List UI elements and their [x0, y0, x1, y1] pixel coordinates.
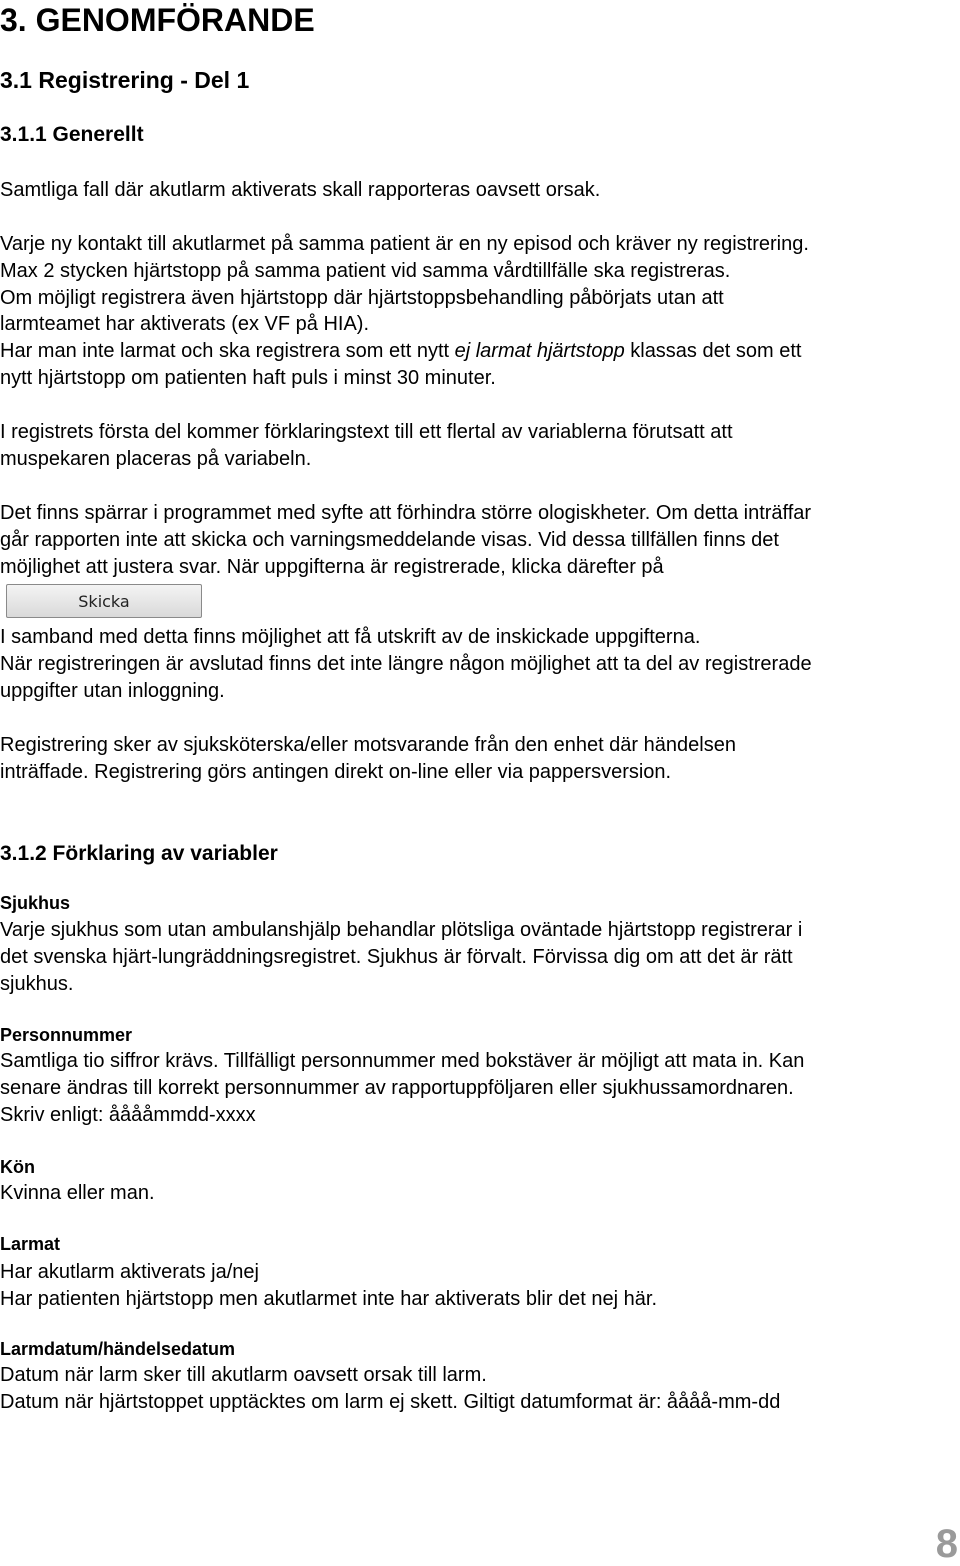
variable-label-larmdatum: Larmdatum/händelsedatum: [0, 1339, 236, 1359]
variable-label-personnummer: Personnummer: [0, 1025, 133, 1045]
paragraph-who-registers: [0, 732, 736, 786]
variable-description-kon: [0, 1180, 155, 1207]
text-line: senare ändras till korrekt personnummer av rapportuppföljaren eller sjukhussamordnaren.: [0, 1076, 794, 1099]
section-heading: 3.1 Registrering - Del 1: [0, 67, 250, 93]
paragraph-not-alarmed: [0, 338, 801, 392]
text-line: larmteamet har aktiverats (ex VF på HIA).: [0, 313, 370, 336]
text-segment: klassas det som ett: [624, 340, 802, 362]
text-line: går rapporten inte att skicka och varningsmeddelande visas. Vid dessa tillfällen finns det: [0, 528, 779, 551]
text-line: [0, 338, 801, 365]
variable-label-kon: Kön: [0, 1157, 35, 1177]
text-line: Datum när larm sker till akutlarm oavsett orsak till larm.: [0, 1364, 487, 1386]
paragraph-all-cases: Samtliga fall där akutlarm aktiverats skall rapporteras oavsett orsak.: [0, 179, 601, 201]
text-line: inträffade. Registrering görs antingen direkt on-line eller via pappersversion.: [0, 760, 672, 783]
paragraph-help-text: [0, 419, 733, 473]
skicka-button[interactable]: Skicka: [6, 584, 202, 618]
text-line: Registrering sker av sjuksköterska/eller motsvarande från den enhet där händelsen: [0, 734, 736, 756]
text-segment: Har man inte larmat och ska registrera som ett nytt: [0, 340, 455, 362]
text-line: muspekaren placeras på variabeln.: [0, 447, 312, 470]
text-line: nytt hjärtstopp om patienten haft puls i minst 30 minuter.: [0, 366, 496, 389]
main-heading: 3. GENOMFÖRANDE: [0, 2, 315, 38]
text-line: Har patienten hjärtstopp men akutlarmet inte har aktiverats blir det nej här.: [0, 1287, 658, 1310]
variable-description-personnummer: [0, 1048, 804, 1128]
text-line: Om möjligt registrera även hjärtstopp där hjärtstoppsbehandling påbörjats utan att: [0, 286, 724, 309]
variable-description-larmdatum: [0, 1362, 780, 1416]
subsection-heading-generellt: 3.1.1 Generellt: [0, 123, 144, 146]
italic-term: ej larmat hjärtstopp: [454, 340, 625, 362]
text-line: uppgifter utan inloggning.: [0, 679, 225, 702]
text-line: Varje sjukhus som utan ambulanshjälp behandlar plötsliga oväntade hjärtstopp registrerar i: [0, 919, 803, 941]
text-line: Det finns spärrar i programmet med syfte att förhindra större ologiskheter. Om detta inträffar: [0, 502, 812, 524]
text-line: När registreringen är avslutad finns det inte längre någon möjlighet att ta del av registrerade: [0, 652, 812, 675]
text-line: Datum när hjärtstoppet upptäcktes om larm ej skett. Giltigt datumformat är: åååå-mm-dd: [0, 1390, 781, 1413]
text-line: möjlighet att justera svar. När uppgifterna är registrerade, klicka därefter på: [0, 555, 664, 578]
text-line: Skriv enligt: ååååmmdd-xxxx: [0, 1103, 256, 1126]
variable-description-larmat: [0, 1259, 657, 1313]
paragraph-episode-rules: [0, 231, 809, 338]
variable-label-larmat: Larmat: [0, 1234, 61, 1254]
variable-description-sjukhus: [0, 917, 802, 997]
text-line: Varje ny kontakt till akutlarmet på samma patient är en ny episod och kräver ny registrering.: [0, 233, 809, 255]
text-line: I registrets första del kommer förklaringstext till ett flertal av variablerna förutsatt att: [0, 421, 733, 443]
text-line: Samtliga tio siffror krävs. Tillfälligt personnummer med bokstäver är möjligt att mata in. Kan: [0, 1050, 805, 1072]
text-line: Kvinna eller man.: [0, 1182, 155, 1204]
text-line: Max 2 stycken hjärtstopp på samma patient vid samma vårdtillfälle ska registreras.: [0, 259, 731, 282]
text-line: sjukhus.: [0, 972, 74, 995]
text-line: det svenska hjärt-lungräddningsregistret. Sjukhus är förvalt. Förvissa dig om att det är rätt: [0, 945, 793, 968]
page-number: 8: [935, 1522, 958, 1566]
paragraph-validation: [0, 500, 811, 580]
paragraph-print: [0, 624, 812, 704]
text-line: I samband med detta finns möjlighet att få utskrift av de inskickade uppgifterna.: [0, 626, 701, 648]
text-line: Har akutlarm aktiverats ja/nej: [0, 1261, 259, 1283]
subsection-heading-variabler: 3.1.2 Förklaring av variabler: [0, 842, 278, 865]
variable-label-sjukhus: Sjukhus: [0, 893, 71, 913]
